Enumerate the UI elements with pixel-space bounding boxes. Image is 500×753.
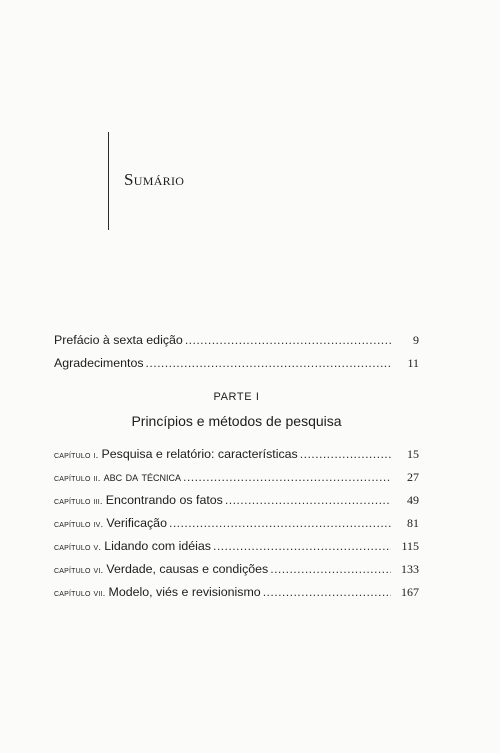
part-label: PARTE I [213,391,260,403]
dot-leader [263,584,391,600]
dot-leader [270,561,391,577]
toc-page-number: 167 [401,585,419,599]
toc-entry-chapter-5 [54,538,419,556]
toc-page-number: 49 [407,493,419,507]
chapter-prefix: capítulo v. [54,542,102,553]
toc-entry-label: Verificação [106,516,167,530]
toc-entry-label: Pesquisa e relatório: características [101,447,298,461]
toc-entry-chapter-4 [54,515,419,533]
page-title: Sumário [124,170,185,189]
chapter-prefix: capítulo vi. [54,565,104,576]
toc-entry-label: Prefácio à sexta edição [54,333,183,347]
toc-page-number: 9 [413,333,419,347]
dot-leader [300,446,391,462]
chapter-prefix: capítulo iii. [54,496,103,507]
toc-entry-label: Encontrando os fatos [105,493,223,507]
toc-page-number: 115 [401,539,419,553]
dot-leader [169,515,391,531]
chapter-prefix: capítulo iv. [54,519,104,530]
part-title: Princípios e métodos de pesquisa [131,413,342,429]
dot-leader [225,492,391,508]
dot-leader [185,332,391,348]
toc-entry-label: abc da técnica [103,470,182,484]
toc-entry-label: Lidando com idéias [104,539,211,553]
dot-leader [183,469,391,485]
toc-entry-chapter-6 [54,561,419,579]
toc-page-number: 15 [407,447,419,461]
chapter-prefix: capítulo vii. [54,588,106,599]
toc-entry-chapter-3 [54,492,419,510]
toc-entry-acknowledgements [54,355,419,371]
dot-leader [213,538,391,554]
toc-entry-label: Verdade, causas e condições [106,562,269,576]
chapter-prefix: capítulo i. [54,450,99,461]
toc-entry-label: Agradecimentos [54,356,144,370]
toc-page-number: 27 [407,470,419,484]
toc-entry-preface [54,332,419,348]
title-vertical-rule [108,132,109,230]
toc-page-number: 11 [407,356,419,370]
chapter-prefix: capítulo ii. [54,473,101,484]
toc-entry-label: Modelo, viés e revisionismo [108,585,261,599]
toc-entry-chapter-7 [54,584,419,602]
toc-entry-chapter-2 [54,469,419,487]
toc-page-number: 81 [407,516,419,530]
toc-page-number: 133 [401,562,419,576]
dot-leader [146,355,391,371]
toc-entry-chapter-1 [54,446,419,464]
